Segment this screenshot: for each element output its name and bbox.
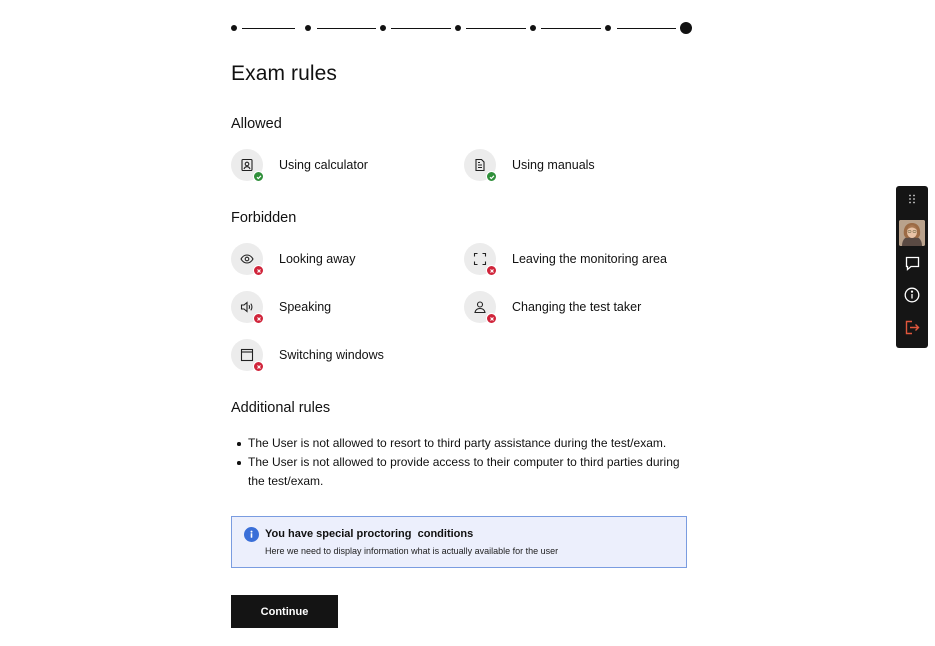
drag-handle-icon[interactable] (896, 192, 928, 206)
exit-icon[interactable] (896, 318, 928, 336)
rule-label: Looking away (279, 252, 356, 266)
rule-label: Switching windows (279, 348, 384, 362)
forbidden-x-icon (486, 313, 497, 324)
step-1-dot (231, 25, 237, 31)
step-connector (391, 28, 451, 29)
additional-rules-list (237, 434, 687, 491)
step-connector (466, 28, 526, 29)
avatar[interactable] (899, 220, 925, 246)
forbidden-heading: Forbidden (231, 210, 297, 226)
rule-label: Using calculator (279, 158, 368, 172)
step-connector (617, 28, 676, 29)
list-item: The User is not allowed to resort to third party assistance during the test/exam. (237, 434, 687, 453)
rule-changing-test-taker (464, 290, 641, 324)
notice-title: You have special proctoring conditions (265, 528, 474, 540)
rule-label: Speaking (279, 300, 332, 314)
forbidden-x-icon (253, 313, 264, 324)
eye-icon (231, 243, 263, 275)
step-connector (242, 28, 295, 29)
speaker-icon (231, 291, 263, 323)
info-icon[interactable] (896, 286, 928, 304)
step-2-dot (305, 25, 311, 31)
additional-rules-heading: Additional rules (231, 400, 331, 416)
forbidden-x-icon (486, 265, 497, 276)
notice-text: Here we need to display information what is actually available for the user (265, 546, 559, 556)
step-connector (541, 28, 601, 29)
document-icon (464, 149, 496, 181)
list-item: The User is not allowed to provide access to their computer to third parties during the test/exam. (237, 453, 687, 491)
rule-label: Leaving the monitoring area (512, 252, 667, 266)
proctoring-toolbar (896, 186, 928, 348)
calculator-icon (231, 149, 263, 181)
step-7-dot-current (680, 22, 692, 34)
forbidden-x-icon (253, 265, 264, 276)
rule-using-manuals (464, 148, 595, 182)
chat-icon[interactable] (896, 254, 928, 272)
rule-speaking (231, 290, 331, 324)
step-4-dot (455, 25, 461, 31)
step-3-dot (380, 25, 386, 31)
continue-button[interactable]: Continue (231, 595, 338, 628)
progress-stepper (231, 22, 693, 34)
rule-label: Using manuals (512, 158, 595, 172)
page-title: Exam rules (231, 62, 338, 85)
frame-icon (464, 243, 496, 275)
person-icon (464, 291, 496, 323)
info-icon (244, 527, 259, 542)
rule-label: Changing the test taker (512, 300, 642, 314)
rule-looking-away (231, 242, 355, 276)
forbidden-x-icon (253, 361, 264, 372)
allowed-check-icon (486, 171, 497, 182)
step-connector (317, 28, 376, 29)
step-6-dot (605, 25, 611, 31)
rule-leaving-monitoring-area (464, 242, 667, 276)
step-5-dot (530, 25, 536, 31)
window-icon (231, 339, 263, 371)
special-conditions-notice (231, 516, 687, 568)
allowed-heading: Allowed (231, 116, 282, 132)
rule-switching-windows (231, 338, 384, 372)
allowed-check-icon (253, 171, 264, 182)
rule-using-calculator (231, 148, 368, 182)
